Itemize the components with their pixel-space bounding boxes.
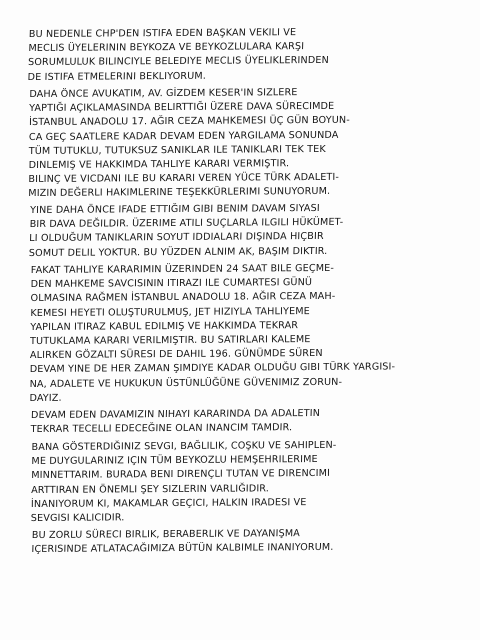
letter-body (28, 25, 468, 560)
paragraph-closing: BU ZORLU SÜRECI BIRLIK, BERABERLIK VE DAYANIŞMA IÇERISINDE ATLATACAĞIMIZA BÜTÜN KALBIMLE INANIYORUM. (31, 528, 334, 556)
paragraph-court-release: DAHA ÖNCE AVUKATIM, AV. GİZDEM KESER'IN SIZLERE YAPTIĞI AÇIKLAMASINDA BELIRTTIĞI ÜZERE DAVA SÜRECIMDE İSTANBUL ANADOLU 17. AĞIR CEZA MAHKEMESI ÜÇ GÜN BOYUN- CA GEÇ SAATLERE KADAR DEVAM EDEN YARGILAMA SONUNDA TÜM TUTUKLU, TUTUKSUZ SANIKLAR ILE TANIKLARI TEK TEK DINLEMIŞ VE HAKKIMDA TAHLIYE KARARI VERMIŞTIR. BILINÇ VE VICDANI ILE BU KARARI VEREN YÜCE TÜRK ADALETI- MIZIN DEĞERLI HAKIMLERINE TEŞEKKÜRLERIMI SUNUYORUM. (28, 86, 350, 200)
paragraph-resignation-call: BU NEDENLE CHP'DEN ISTIFA EDEN BAŞKAN VEKILI VE MECLIS ÜYELERININ BEYKOZA VE BEYKOZLULARA KARŞI SORUMLULUK BILINCIYLE BELEDIYE MECLIS ÜYELIKLERINDEN DE ISTIFA ETMELERINI BEKLIYORUM. (27, 27, 330, 83)
paragraph-not-political: YINE DAHA ÖNCE IFADE ETTIĞIM GIBI BENIM DAVAM SIYASI BIR DAVA DEĞILDIR. ÜZERIME ATILI SUÇLARLA ILGILI HÜKÜMET- LI OLDUĞUM TANIKLARIN SOYUT IDDIALARI DIŞINDA HIÇBIR SOMUT DELIL YOKTUR. BU YÜZDEN ALNIM AK, BAŞIM DIKTIR. (28, 203, 344, 260)
paragraph-rearrest: FAKAT TAHLIYE KARARIMIN ÜZERINDEN 24 SAAT BILE GEÇME- DEN MAHKEME SAVCISININ ITIRAZI ILE CUMARTESI GÜNÜ OLMASINA RAĞMEN İSTANBUL ANADOLU 18. AĞIR CEZA MAH- KEMESI HEYETI OLUŞTURULMUŞ, JET HIZIYLA TAHLIYEME YAPILAN ITIRAZ KABUL EDILMIŞ VE HAKKIMDA TEKRAR TUTUKLAMA KARARI VERILMIŞTIR. BU SATIRLARI KALEME ALIRKEN GÖZALTI SÜRESI DE DAHIL 196. GÜNÜMDE SÜREN DEVAM YINE DE HER ZAMAN ŞIMDIYE KADAR OLDUĞU GIBI TÜRK YARGISI- NA, ADALETE VE HUKUKUN ÜSTÜNLÜĞÜNE GÜVENIMIZ ZORUN- DAYIZ. (29, 263, 396, 405)
paragraph-faith-in-justice: DEVAM EDEN DAVAMIZIN NIHAYI KARARINDA DA ADALETIN TEKRAR TECELLI EDECEĞINE OLAN INANCIM TAMDIR. (30, 408, 321, 436)
paragraph-gratitude: BANA GÖSTERDIĞINIZ SEVGI, BAĞLILIK, COŞKU VE SAHIPLEN- ME DUYGULARINIZ IÇIN TÜM BEYKOZLU HEMŞEHRILERIME MINNETTARIM. BURADA BENI DIRENÇLI TUTAN VE DIRENCIMI ARTTIRAN EN ÖNEMLI ŞEY SIZLERIN VARLIĞIDIR. İNANIYORUM KI, MAKAMLAR GEÇICI, HALKIN IRADESI VE SEVGISI KALICIDIR. (30, 439, 337, 524)
